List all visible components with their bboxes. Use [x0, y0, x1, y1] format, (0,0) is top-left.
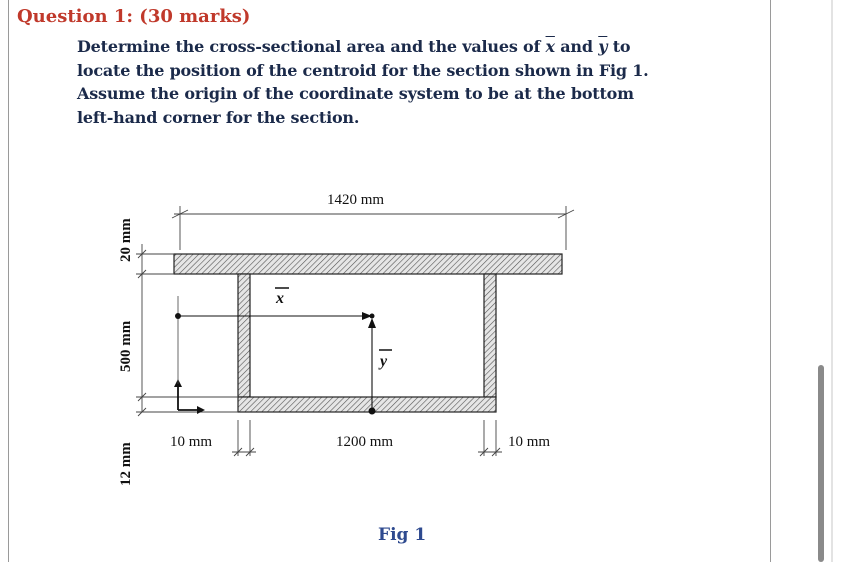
right-web-label: 10 mm — [508, 434, 551, 450]
question-title: Question 1: (30 marks) — [17, 6, 251, 27]
question-line-3: Assume the origin of the coordinate system to be at the bottom — [77, 84, 634, 103]
x-bar-label: x — [276, 290, 284, 307]
bottom-flange — [238, 397, 496, 412]
figure-caption: Fig 1 — [378, 525, 427, 545]
question-line-4: left-hand corner for the section. — [77, 107, 360, 127]
x-bar-dimension — [175, 312, 372, 320]
y-bar-symbol: $\overline{y}$ — [598, 37, 608, 56]
origin-axes — [174, 379, 205, 414]
y-bar-label: y — [380, 353, 388, 370]
x-bar-symbol: $\overline{x}$ — [545, 37, 555, 56]
left-web-label: 10 mm — [170, 434, 213, 450]
web-height-label: 500 mm — [118, 320, 134, 372]
question-line-2: locate the position of the centroid for the section shown in Fig 1. — [77, 60, 649, 80]
top-flange-thickness-label: 20 mm — [118, 218, 134, 262]
question-line-1-part-c: to — [607, 37, 631, 56]
right-web — [484, 274, 496, 397]
bottom-width-label: 1200 mm — [336, 434, 394, 450]
top-flange — [174, 254, 562, 274]
left-web — [238, 274, 250, 397]
top-width-label: 1420 mm — [327, 192, 385, 208]
top-width-dimension — [172, 206, 574, 250]
question-line-1-part-a: Determine the cross-sectional area and the values of — [77, 37, 546, 56]
bottom-flange-thickness-label: 12 mm — [118, 442, 134, 486]
question-line-1-part-b: and — [554, 37, 599, 56]
